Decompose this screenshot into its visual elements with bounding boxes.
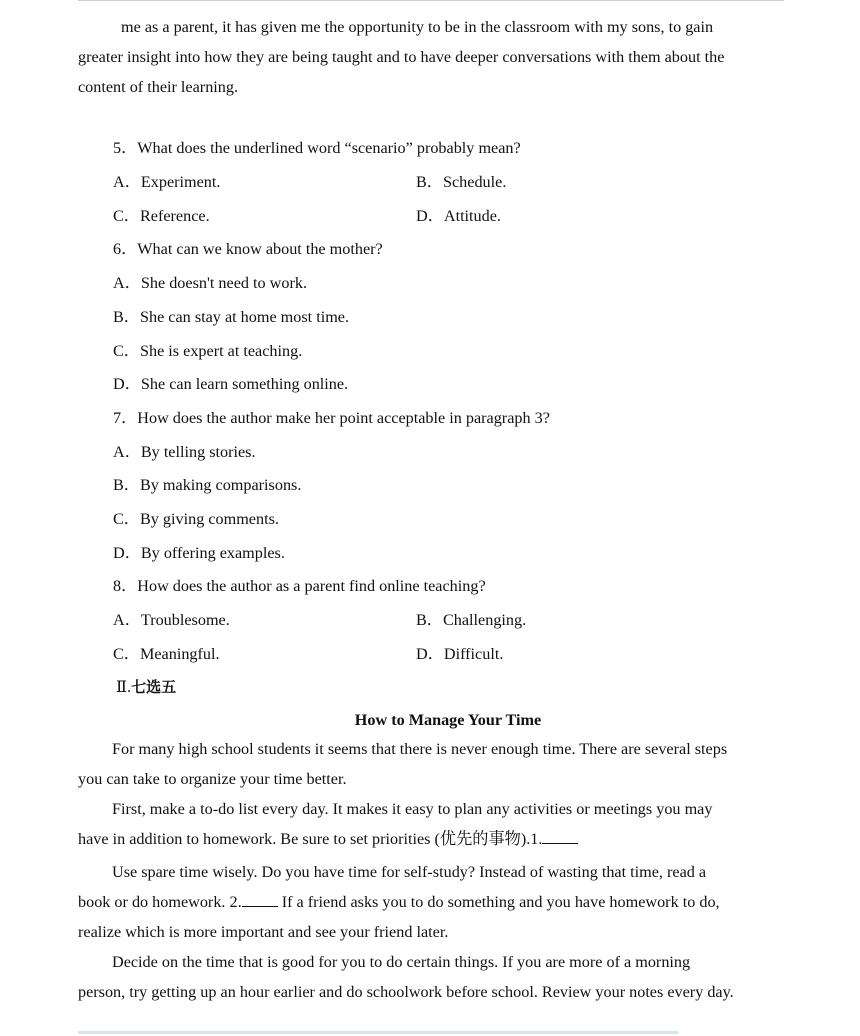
p1-line-2: you can take to organize your time better. [78, 770, 347, 788]
blank-2[interactable] [242, 892, 278, 907]
passage-line-1: me as a parent, it has given me the opportunity to be in the classroom with my sons, to gain [121, 18, 714, 36]
p4-line-2: person, try getting up an hour earlier and do schoolwork before school. Review your notes every day. [78, 983, 734, 1001]
q5-option-c[interactable]: C．Reference. [113, 207, 210, 225]
q7-option-d[interactable]: D．By offering examples. [113, 544, 285, 562]
article-paragraph-1 [78, 734, 783, 794]
q6-option-b[interactable]: B．She can stay at home most time. [113, 308, 350, 326]
p1-line-1: For many high school students it seems that there is never enough time. There are several steps [112, 740, 728, 758]
q6-option-d[interactable]: D．She can learn something online. [113, 375, 349, 393]
passage-continuation [78, 12, 783, 102]
q5-option-b[interactable]: B．Schedule. [416, 173, 507, 191]
question-6-stem: 6．What can we know about the mother? [113, 240, 383, 258]
page-top-rule [78, 0, 784, 1]
p2-line-2 [78, 824, 783, 854]
section-numeral: Ⅱ. [116, 678, 132, 696]
question-8-stem: 8．How does the author as a parent find online teaching? [113, 577, 486, 595]
section-name: 七选五 [131, 678, 177, 696]
q7-option-c[interactable]: C．By giving comments. [113, 510, 279, 528]
q8-option-d[interactable]: D．Difficult. [416, 645, 504, 663]
q8-option-c[interactable]: C．Meaningful. [113, 645, 220, 663]
p4-line-1: Decide on the time that is good for you to do certain things. If you are more of a morning [112, 953, 691, 971]
p3-line-2 [78, 887, 783, 917]
article-paragraph-2 [78, 794, 783, 854]
q6-option-a[interactable]: A．She doesn't need to work. [113, 274, 307, 292]
article-title: How to Manage Your Time [354, 711, 542, 729]
p3-line-3: realize which is more important and see your friend later. [78, 923, 449, 941]
q5-option-a[interactable]: A．Experiment. [113, 173, 221, 191]
article-paragraph-3 [78, 857, 783, 947]
blank-1[interactable] [542, 829, 578, 844]
q8-option-b[interactable]: B．Challenging. [416, 611, 527, 629]
question-7-stem: 7．How does the author make her point acceptable in paragraph 3? [113, 409, 550, 427]
q7-option-a[interactable]: A．By telling stories. [113, 443, 256, 461]
p3-line-1: Use spare time wisely. Do you have time for self-study? Instead of wasting that time, read a [112, 863, 707, 881]
page-bottom-bar [78, 1031, 678, 1034]
p3-line-2-start: book or do homework. 2. [78, 893, 242, 911]
q6-option-c[interactable]: C．She is expert at teaching. [113, 342, 303, 360]
passage-line-2: greater insight into how they are being taught and to have deeper conversations with them about the [78, 48, 725, 66]
p3-line-2-end: If a friend asks you to do something and you have homework to do, [277, 893, 720, 911]
section-heading [116, 677, 176, 697]
q5-option-d[interactable]: D．Attitude. [416, 207, 501, 225]
passage-line-3: content of their learning. [78, 78, 239, 96]
q8-option-a[interactable]: A．Troublesome. [113, 611, 230, 629]
q7-option-b[interactable]: B．By making comparisons. [113, 476, 302, 494]
question-5-stem: 5．What does the underlined word “scenario” probably mean? [113, 139, 521, 157]
p2-line-2-text: have in addition to homework. Be sure to set priorities (优先的事物).1. [78, 830, 543, 848]
article-paragraph-4 [78, 947, 783, 1007]
p2-line-1: First, make a to-do list every day. It makes it easy to plan any activities or meetings you may [112, 800, 713, 818]
